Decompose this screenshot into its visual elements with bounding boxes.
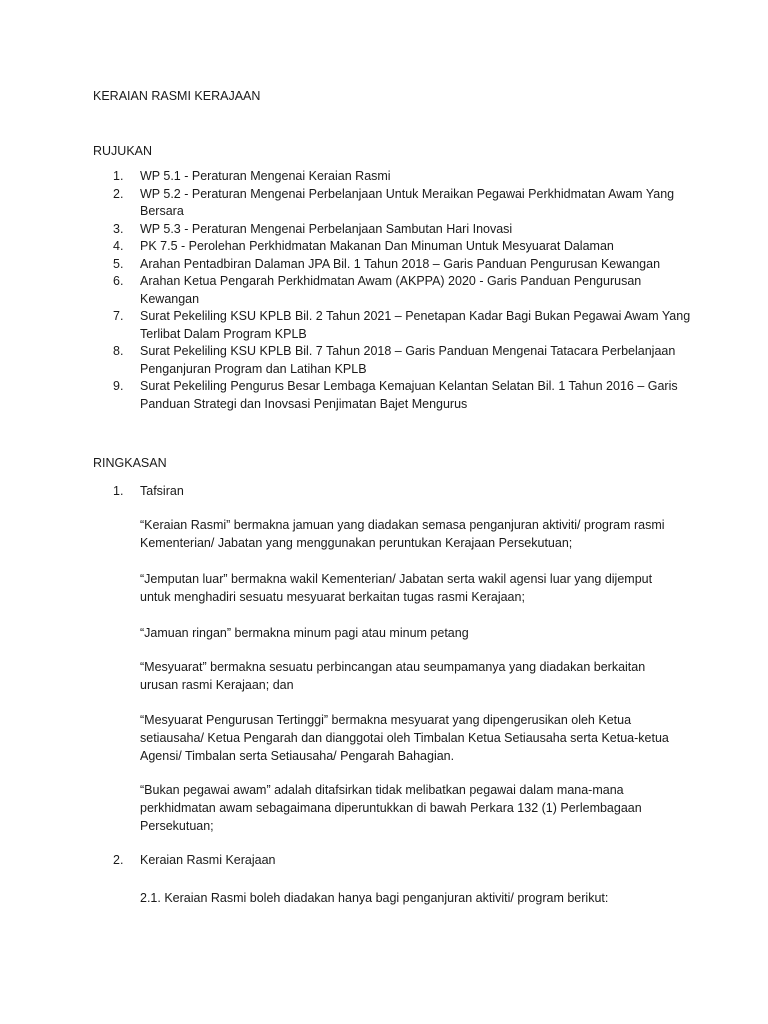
rujukan-item: [93, 238, 693, 256]
rujukan-item: [93, 221, 693, 239]
rujukan-list: [93, 168, 693, 413]
definition-mesyuarat-pengurusan-tertinggi: “Mesyuarat Pengurusan Tertinggi” bermakna mesyuarat yang dipengerusikan oleh Ketua setiausaha/ Ketua Pengarah dan dianggotai oleh Timbalan Ketua Setiausaha serta Ketua-ketua Agensi/ Timbalan serta Setiausaha/ Pengarah Bahagian.: [140, 713, 669, 763]
rujukan-item: [93, 343, 693, 378]
rujukan-item-number: 2.: [113, 186, 124, 201]
section-title: Tafsiran: [140, 484, 184, 498]
rujukan-item-text: WP 5.1 - Peraturan Mengenai Keraian Rasmi: [140, 169, 391, 183]
definition-keraian-rasmi: “Keraian Rasmi” bermakna jamuan yang diadakan semasa penganjuran aktiviti/ program rasmi Kementerian/ Jabatan yang menggunakan peruntukan Kerajaan Persekutuan;: [140, 518, 665, 550]
rujukan-item-number: 1.: [113, 169, 124, 183]
rujukan-item-number: 3.: [113, 221, 124, 236]
rujukan-item-text: PK 7.5 - Perolehan Perkhidmatan Makanan Dan Minuman Untuk Mesyuarat Dalaman: [140, 239, 614, 253]
document-title: KERAIAN RASMI KERAJAAN: [93, 89, 261, 103]
rujukan-item: [93, 273, 693, 308]
rujukan-item-number: 7.: [113, 309, 124, 323]
rujukan-item-text: Arahan Ketua Pengarah Perkhidmatan Awam (AKPPA) 2020 - Garis Panduan Pengurusan Kewangan: [140, 274, 642, 306]
rujukan-heading: RUJUKAN: [93, 144, 153, 158]
rujukan-item-text: Surat Pekeliling Pengurus Besar Lembaga Kemajuan Kelantan Selatan Bil. 1 Tahun 2016 – Garis Panduan Strategi dan Inovsasi Penjimatan Bajet Mengurus: [140, 379, 678, 411]
section-title: Keraian Rasmi Kerajaan: [140, 853, 276, 867]
rujukan-item: [93, 256, 693, 274]
rujukan-item-number: 6.: [113, 274, 124, 288]
rujukan-item-number: 5.: [113, 256, 124, 271]
rujukan-item-text: Surat Pekeliling KSU KPLB Bil. 7 Tahun 2018 – Garis Panduan Mengenai Tatacara Perbelanjaan Penganjuran Program dan Latihan KPLB: [140, 344, 676, 376]
rujukan-item-text: WP 5.2 - Peraturan Mengenai Perbelanjaan Untuk Meraikan Pegawai Perkhidmatan Awam Yang Bersara: [140, 186, 675, 218]
section-number: 2.: [113, 853, 124, 867]
clause-2-1: 2.1. Keraian Rasmi boleh diadakan hanya bagi penganjuran aktiviti/ program berikut:: [140, 891, 609, 905]
rujukan-item: [93, 186, 693, 221]
rujukan-item-number: 8.: [113, 344, 124, 358]
rujukan-item: [93, 168, 693, 186]
definition-mesyuarat: “Mesyuarat” bermakna sesuatu perbincangan atau seumpamanya yang diadakan berkaitan urusan rasmi Kerajaan; dan: [140, 660, 646, 692]
rujukan-item-text: WP 5.3 - Peraturan Mengenai Perbelanjaan Sambutan Hari Inovasi: [140, 221, 513, 236]
definition-jamuan-ringan: “Jamuan ringan” bermakna minum pagi atau minum petang: [140, 626, 469, 640]
rujukan-item-text: Surat Pekeliling KSU KPLB Bil. 2 Tahun 2021 – Penetapan Kadar Bagi Bukan Pegawai Awam Yang Terlibat Dalam Program KPLB: [140, 309, 691, 341]
rujukan-item-number: 9.: [113, 379, 124, 393]
rujukan-item-text: Arahan Pentadbiran Dalaman JPA Bil. 1 Tahun 2018 – Garis Panduan Pengurusan Kewangan: [140, 256, 661, 271]
section-number: 1.: [113, 484, 124, 498]
definition-bukan-pegawai-awam: “Bukan pegawai awam” adalah ditafsirkan tidak melibatkan pegawai dalam mana-mana perkhidmatan awam sebagaimana diperuntukkan di bawah Perkara 132 (1) Perlembagaan Persekutuan;: [140, 783, 642, 833]
rujukan-item-number: 4.: [113, 239, 124, 253]
rujukan-item: [93, 308, 693, 343]
ringkasan-heading: RINGKASAN: [93, 456, 167, 470]
definition-jemputan-luar: “Jemputan luar” bermakna wakil Kementerian/ Jabatan serta wakil agensi luar yang dijemput untuk menghadiri sesuatu mesyuarat berkaitan tugas rasmi Kerajaan;: [140, 572, 653, 604]
rujukan-item: [93, 378, 693, 413]
